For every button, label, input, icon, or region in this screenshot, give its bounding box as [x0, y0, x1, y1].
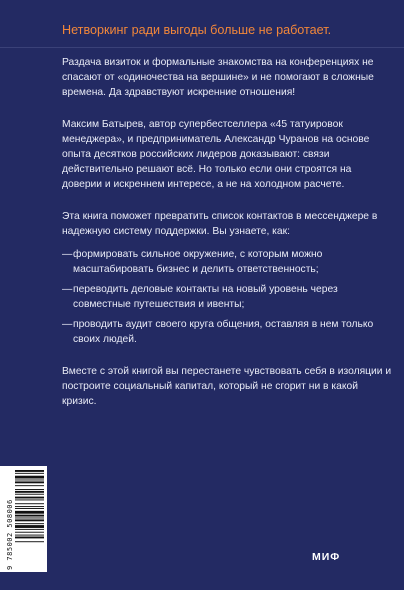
- barcode-bar: [15, 485, 44, 486]
- barcode-bar: [15, 480, 44, 481]
- barcode-bar: [15, 511, 44, 514]
- divider: [0, 47, 404, 48]
- list-item: — формировать сильное окружение, с которым можно масштабировать бизнес и делить ответственность;: [62, 247, 392, 277]
- barcode-bar: [15, 499, 44, 500]
- paragraph-intro: Раздача визиток и формальные знакомства на конференциях не спасают от «одиночества на вершине» и не помогают в сложные времена. Да здравствуют искренние отношения!: [62, 57, 374, 98]
- barcode-bar: [15, 529, 44, 530]
- barcode-bar: [15, 519, 44, 521]
- isbn-number: 9 785002 508006: [6, 499, 14, 570]
- barcode-bar: [15, 506, 44, 507]
- isbn-barcode: [0, 466, 47, 572]
- barcode-bar: [15, 491, 44, 493]
- barcode-bar: [15, 473, 44, 474]
- barcode-bar: [15, 532, 44, 533]
- barcode-bar: [15, 523, 44, 524]
- blurb-text: [62, 55, 392, 426]
- benefit-list: [62, 247, 392, 347]
- barcode-bar: [15, 518, 44, 519]
- barcode-bar: [15, 476, 44, 479]
- barcode-bar: [15, 525, 44, 528]
- barcode-bar: [15, 508, 44, 509]
- list-item: — проводить аудит своего круга общения, оставляя в нем только своих людей.: [62, 317, 392, 347]
- paragraph-lead-in: Эта книга поможет превратить список контактов в мессенджере в надежную систему поддержки. Вы узнаете, как:: [62, 211, 378, 237]
- barcode-bar: [15, 515, 44, 517]
- headline: Нетворкинг ради выгоды больше не работает.: [62, 23, 332, 37]
- barcode-bar: [15, 541, 44, 542]
- barcode-bar: [15, 481, 44, 483]
- paragraph-closing: Вместе с этой книгой вы перестанете чувствовать себя в изоляции и построите социальный капитал, который не сгорит ни в какой кризис.: [62, 366, 392, 407]
- barcode-bar: [15, 497, 44, 499]
- barcode-bar: [15, 537, 44, 539]
- paragraph-authors: Максим Батырев, автор супербестселлера «45 татуировок менеджера», и предприниматель Александр Чуранов на основе опыта десятков российских лидеров доказывают: связи действительно решают всё. Но только если они строятся на доверии и искреннем интересе, а не на холодном расчете.: [62, 119, 370, 190]
- barcode-bar: [15, 470, 44, 472]
- barcode-bar: [15, 489, 44, 490]
- barcode-bar: [15, 503, 44, 504]
- barcode-bar: [15, 494, 44, 495]
- publisher-logo: МИФ: [312, 551, 341, 563]
- list-item: — переводить деловые контакты на новый уровень через совместные путешествия и ивенты;: [62, 282, 392, 312]
- barcode-bar: [15, 535, 44, 536]
